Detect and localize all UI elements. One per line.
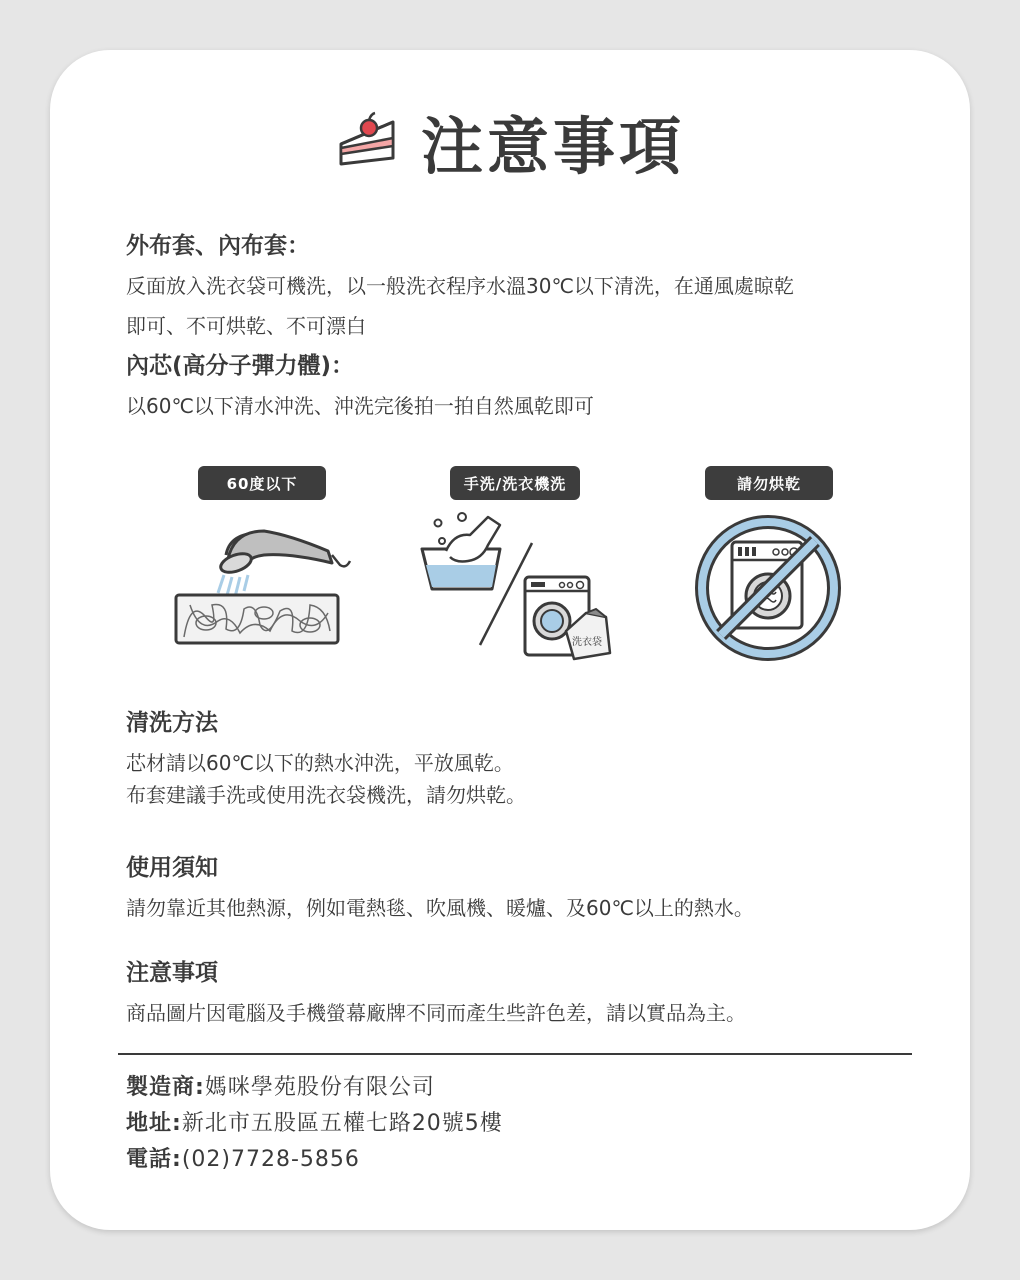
footer-divider [118,1053,912,1055]
washing-text-2: 布套建議手洗或使用洗衣袋機洗，請勿烘乾。 [126,783,526,807]
no-dryer-icon [690,512,846,664]
washing-section [126,703,926,811]
washing-text-1: 芯材請以60℃以下的熱水沖洗，平放風乾。 [126,751,514,775]
shower-icon [160,505,360,665]
page-title: 注意事項 [420,109,685,183]
usage-text-1: 請勿靠近其他熱源，例如電熱毯、吹風機、暖爐、及60℃以上的熱水。 [126,896,754,920]
outer-cover-text-2: 即可、不可烘乾、不可漂白 [126,314,366,338]
maker-value: 媽咪學苑股份有限公司 [204,1075,435,1100]
phone-row [126,1142,926,1178]
phone-value: (02)7728-5856 [181,1147,360,1172]
core-text-1: 以60℃以下清水沖洗、沖洗完後拍一拍自然風乾即可 [126,394,594,418]
handwash-machine-icon [410,505,620,665]
maker-label: 製造商: [126,1075,205,1100]
laundry-bag-label: 洗衣袋 [572,637,602,648]
intro-section [126,226,926,426]
outer-cover-text-1: 反面放入洗衣袋可機洗，以一般洗衣程序水溫30℃以下清洗，在通風處晾乾 [126,274,794,298]
label-wash-method: 手洗/洗衣機洗 [450,466,580,500]
notice-section [126,953,926,1029]
label-60-degrees: 60度以下 [198,466,326,500]
washing-heading: 清洗方法 [126,710,218,736]
core-heading: 內芯(高分子彈力體)： [126,353,355,379]
maker-row [126,1070,926,1106]
footer-section [126,1070,926,1178]
usage-section [126,848,926,924]
notice-heading: 注意事項 [126,960,218,986]
cake-icon [335,108,401,174]
notice-text-1: 商品圖片因電腦及手機螢幕廠牌不同而產生些許色差，請以實品為主。 [126,1001,746,1025]
address-row [126,1106,926,1142]
title-row [0,96,1020,186]
label-no-dryer: 請勿烘乾 [705,466,833,500]
outer-cover-heading: 外布套、內布套： [126,233,310,259]
usage-heading: 使用須知 [126,855,218,881]
phone-label: 電話: [126,1147,182,1172]
address-label: 地址: [126,1111,182,1136]
address-value: 新北市五股區五權七路20號5樓 [181,1111,503,1136]
